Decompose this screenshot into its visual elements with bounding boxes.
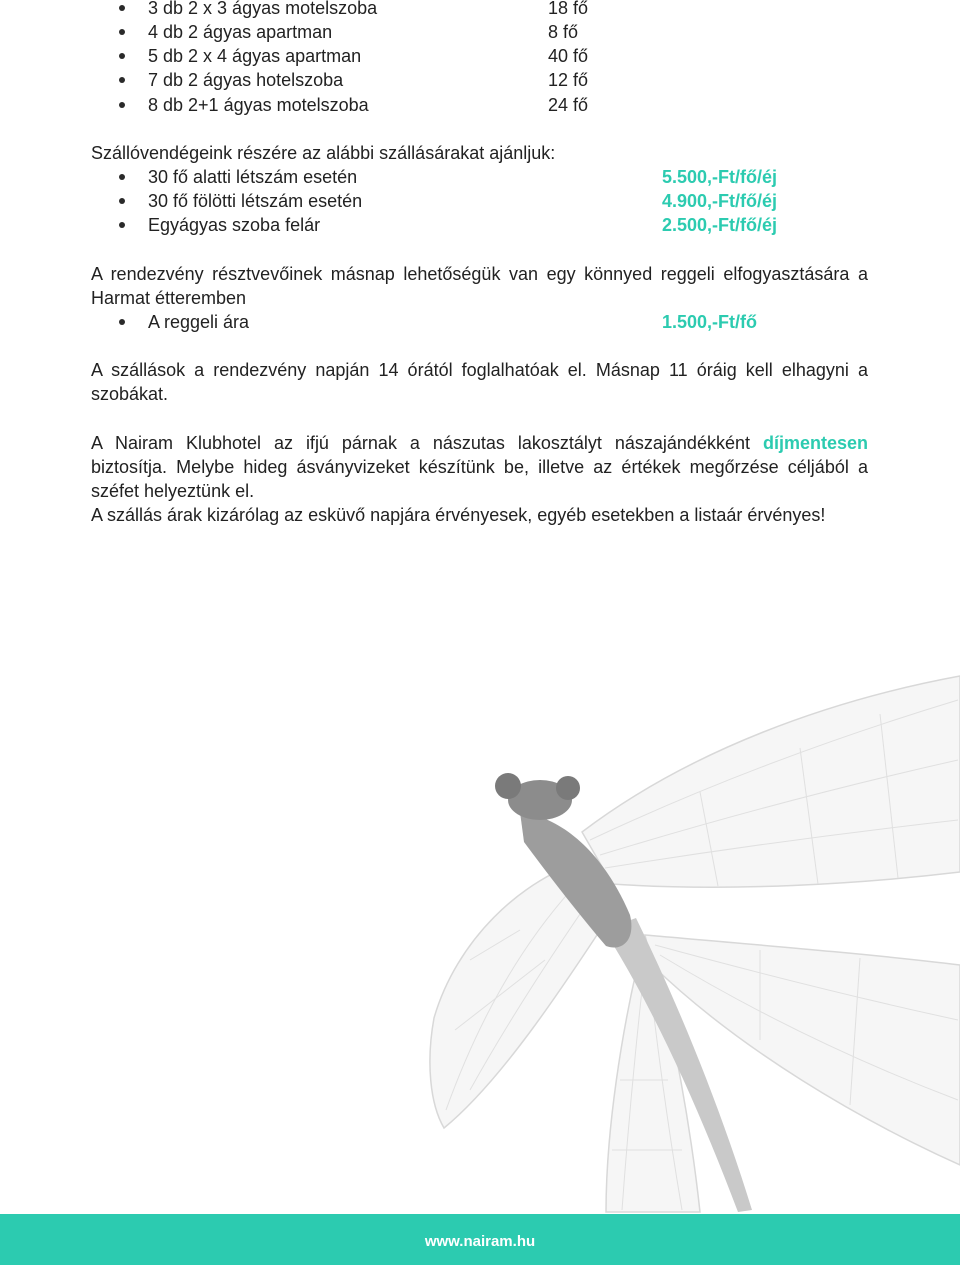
rate-label: Egyágyas szoba felár (148, 215, 321, 236)
checkin-paragraph-line-2: szobákat. (91, 384, 169, 405)
room-label: 8 db 2+1 ágyas motelszoba (148, 94, 369, 115)
rate-item (91, 165, 868, 189)
bullet-icon (119, 77, 125, 83)
spacer (91, 237, 868, 261)
spacer (91, 406, 868, 430)
room-label: 3 db 2 x 3 ágyas motelszoba (148, 0, 378, 18)
free-of-charge-highlight: díjmentesen (762, 432, 868, 453)
document-body (91, 0, 868, 527)
room-capacity: 8 fő (548, 22, 579, 43)
bullet-icon (119, 222, 125, 228)
wing-lower-left (606, 955, 700, 1212)
room-item (91, 93, 868, 117)
dragonfly-head (508, 780, 572, 820)
breakfast-paragraph-line-2: Harmat étteremben (91, 287, 247, 308)
honeymoon-text: A Nairam Klubhotel az ifjú párnak a nászutas lakosztályt nászajándékként (91, 432, 750, 453)
rate-item (91, 189, 868, 213)
wing-upper-left (430, 858, 616, 1128)
breakfast-price: 1.500,-Ft/fő (662, 311, 758, 332)
price-validity-note: A szállás árak kizárólag az esküvő napjára érvényesek, egyéb esetekben a listaár érvényes! (91, 504, 826, 525)
dragonfly-eye-right (556, 776, 580, 800)
bullet-icon (119, 174, 125, 180)
bullet-icon (119, 5, 125, 11)
breakfast-paragraph-line-1: A rendezvény résztvevőinek másnap lehetőségük van egy könnyed reggeli elfogyasztására a (91, 263, 868, 284)
wing-upper-right (582, 676, 960, 887)
breakfast-price-item (91, 310, 868, 334)
honeymoon-paragraph-line-3: széfet helyeztünk el. (91, 480, 255, 501)
dragonfly-thorax (520, 812, 631, 948)
room-capacity: 40 fő (548, 46, 589, 67)
dragonfly-wing-veins (446, 700, 958, 1210)
spacer (91, 117, 868, 141)
bullet-icon (119, 29, 125, 35)
rate-price: 5.500,-Ft/fő/éj (662, 166, 778, 187)
footer-website-url: www.nairam.hu (424, 1233, 536, 1250)
bullet-icon (119, 102, 125, 108)
dragonfly-abdomen (604, 918, 752, 1212)
dragonfly-body (495, 773, 752, 1212)
room-list (91, 0, 868, 117)
room-item (91, 20, 868, 44)
wing-lower-right (645, 935, 960, 1165)
room-item (91, 68, 868, 92)
rate-item (91, 213, 868, 237)
room-item (91, 44, 868, 68)
room-label: 7 db 2 ágyas hotelszoba (148, 70, 344, 91)
rate-price: 4.900,-Ft/fő/éj (662, 191, 778, 212)
rate-label: 30 fő fölötti létszám esetén (148, 191, 363, 212)
honeymoon-paragraph-line-2: biztosítja. Melybe hideg ásványvizeket készítünk be, illetve az értékek megőrzése céljából a (91, 456, 868, 477)
room-label: 4 db 2 ágyas apartman (148, 22, 333, 43)
rate-price: 2.500,-Ft/fő/éj (662, 215, 778, 236)
dragonfly-eye-left (495, 773, 521, 799)
rates-intro: Szállóvendégeink részére az alábbi szállásárakat ajánljuk: (91, 142, 556, 163)
rate-list (91, 165, 868, 237)
room-capacity: 12 fő (548, 70, 589, 91)
honeymoon-paragraph-line-1 (91, 431, 868, 455)
breakfast-label: A reggeli ára (148, 311, 250, 332)
dragonfly-wings (430, 676, 960, 1212)
spacer (91, 334, 868, 358)
footer-bar (0, 1214, 960, 1265)
checkin-paragraph-line-1: A szállások a rendezvény napján 14 órától foglalhatóak el. Másnap 11 óráig kell elhagyni a (91, 360, 868, 381)
bullet-icon (119, 53, 125, 59)
bullet-icon (119, 319, 125, 325)
room-item (91, 0, 868, 20)
rate-label: 30 fő alatti létszám esetén (148, 166, 358, 187)
room-capacity: 18 fő (548, 0, 589, 18)
room-capacity: 24 fő (548, 94, 589, 115)
room-label: 5 db 2 x 4 ágyas apartman (148, 46, 362, 67)
bullet-icon (119, 198, 125, 204)
